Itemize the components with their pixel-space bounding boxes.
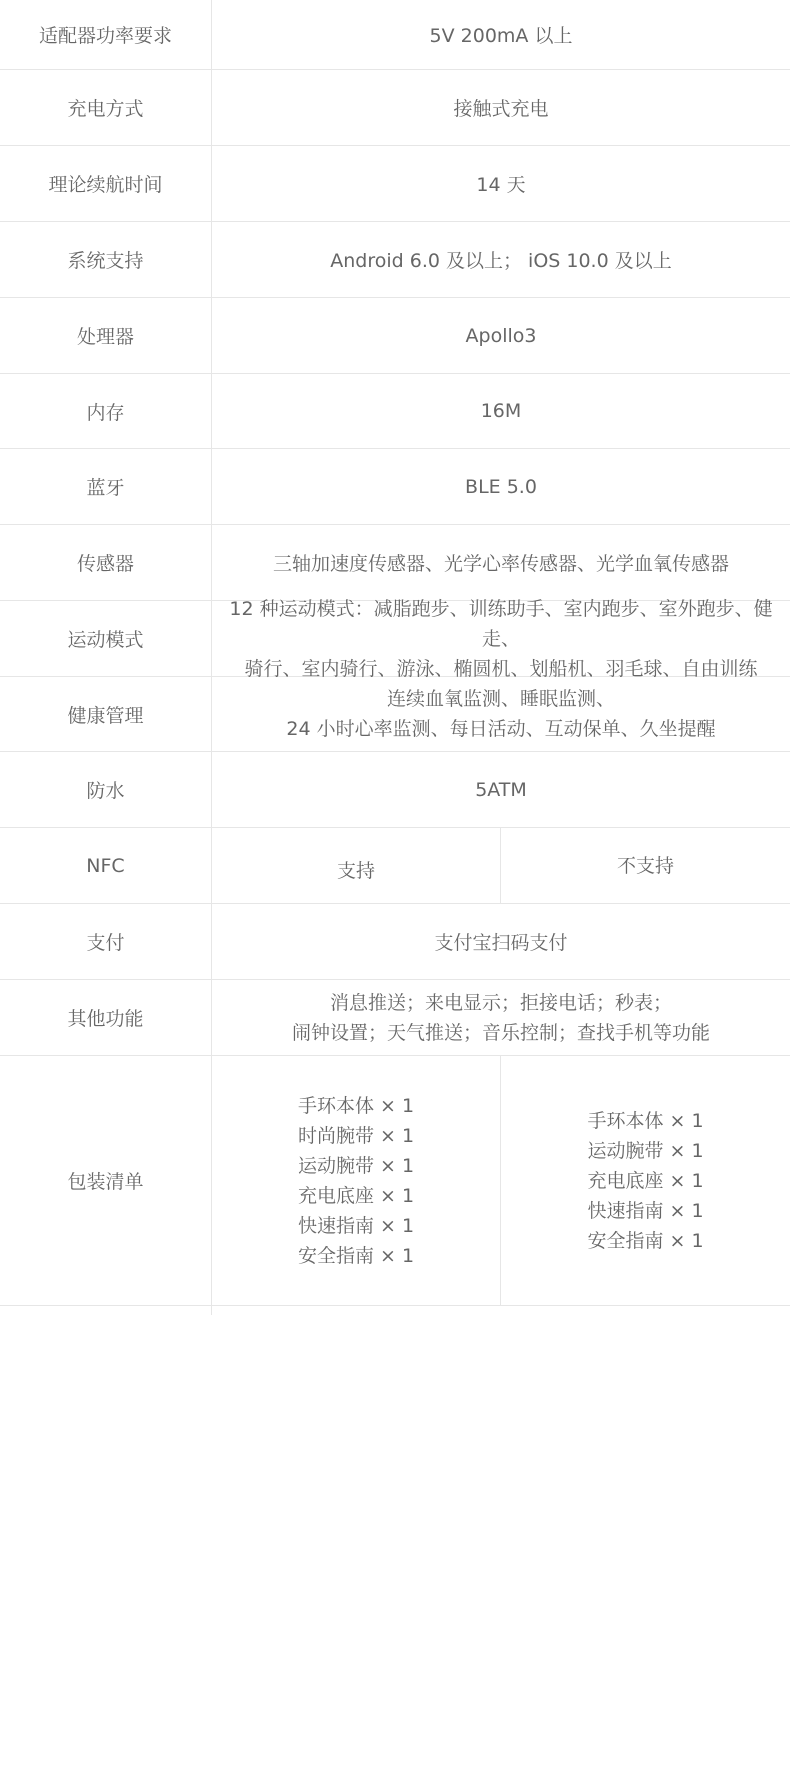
spec-value-line: 12 种运动模式：减脂跑步、训练助手、室内跑步、室外跑步、健走、 <box>229 597 773 650</box>
nfc-unsupported-text: 不支持 <box>616 855 674 877</box>
package-item: 运动腕带 × 1 <box>587 1139 704 1162</box>
package-item: 安全指南 × 1 <box>587 1229 704 1252</box>
spec-row-waterproof <box>0 752 790 828</box>
column-divider-tail <box>211 1305 212 1315</box>
spec-value: 16M <box>480 400 522 422</box>
package-list-right <box>501 1056 790 1305</box>
spec-row-memory <box>0 374 790 449</box>
spec-row-health <box>0 677 790 752</box>
spec-label: 包装清单 <box>0 1056 212 1305</box>
spec-label: NFC <box>0 828 212 903</box>
spec-label: 理论续航时间 <box>0 146 212 221</box>
spec-row-package <box>0 1056 790 1306</box>
package-list-left <box>212 1056 501 1305</box>
spec-value-right <box>501 828 790 903</box>
spec-label: 支付 <box>0 904 212 979</box>
spec-row-processor <box>0 298 790 374</box>
spec-value: Apollo3 <box>465 324 537 347</box>
nfc-supported-text: 支持 <box>336 860 375 882</box>
spec-label: 蓝牙 <box>0 449 212 524</box>
spec-row-bluetooth <box>0 449 790 525</box>
package-item: 充电底座 × 1 <box>587 1169 704 1192</box>
spec-row-other <box>0 980 790 1056</box>
spec-value: 接触式充电 <box>453 98 549 120</box>
spec-value-line: 骑行、室内骑行、游泳、椭圆机、划船机、羽毛球、自由训练 <box>244 657 758 680</box>
spec-label: 处理器 <box>0 298 212 373</box>
spec-label: 健康管理 <box>0 677 212 751</box>
package-item: 手环本体 × 1 <box>587 1109 704 1132</box>
spec-label: 传感器 <box>0 525 212 600</box>
spec-label: 运动模式 <box>0 601 212 676</box>
package-item: 快速指南 × 1 <box>587 1199 704 1222</box>
package-item: 充电底座 × 1 <box>297 1184 415 1207</box>
spec-row-system <box>0 222 790 298</box>
package-item: 快速指南 × 1 <box>297 1214 415 1237</box>
spec-value: BLE 5.0 <box>465 475 537 498</box>
spec-row-charging <box>0 70 790 146</box>
spec-value <box>212 677 790 751</box>
spec-label: 系统支持 <box>0 222 212 297</box>
spec-label: 内存 <box>0 374 212 448</box>
spec-value: 5V 200mA 以上 <box>429 25 573 47</box>
spec-row-adapter <box>0 0 790 70</box>
spec-row-payment <box>0 904 790 980</box>
spec-label: 防水 <box>0 752 212 827</box>
spec-label: 充电方式 <box>0 70 212 145</box>
spec-value-line: 闹钟设置；天气推送；音乐控制；查找手机等功能 <box>291 1021 710 1044</box>
spec-row-sport <box>0 597 790 680</box>
spec-value <box>212 980 790 1055</box>
spec-value: 支付宝扫码支付 <box>434 932 568 954</box>
spec-row-nfc <box>0 828 790 904</box>
spec-value-line: 24 小时心率监测、每日活动、互动保单、久坐提醒 <box>286 718 716 740</box>
spec-value: 14 天 <box>476 174 526 196</box>
package-item: 运动腕带 × 1 <box>297 1154 415 1177</box>
spec-value-line: 消息推送；来电显示；拒接电话；秒表； <box>329 991 672 1014</box>
package-item: 手环本体 × 1 <box>297 1094 415 1117</box>
spec-value-line: 连续血氧监测、睡眠监测、 <box>386 688 615 710</box>
spec-row-sensor <box>0 525 790 601</box>
spec-value-left <box>212 828 501 903</box>
package-item: 时尚腕带 × 1 <box>297 1124 415 1147</box>
package-item: 安全指南 × 1 <box>297 1244 415 1267</box>
spec-value: Android 6.0 及以上； iOS 10.0 及以上 <box>330 250 672 272</box>
spec-value: 三轴加速度传感器、光学心率传感器、光学血氧传感器 <box>272 553 729 575</box>
spec-row-battery <box>0 146 790 222</box>
spec-value: 5ATM <box>475 778 527 801</box>
spec-label: 适配器功率要求 <box>0 0 212 69</box>
spec-label: 其他功能 <box>0 980 212 1055</box>
spec-value <box>212 597 790 680</box>
